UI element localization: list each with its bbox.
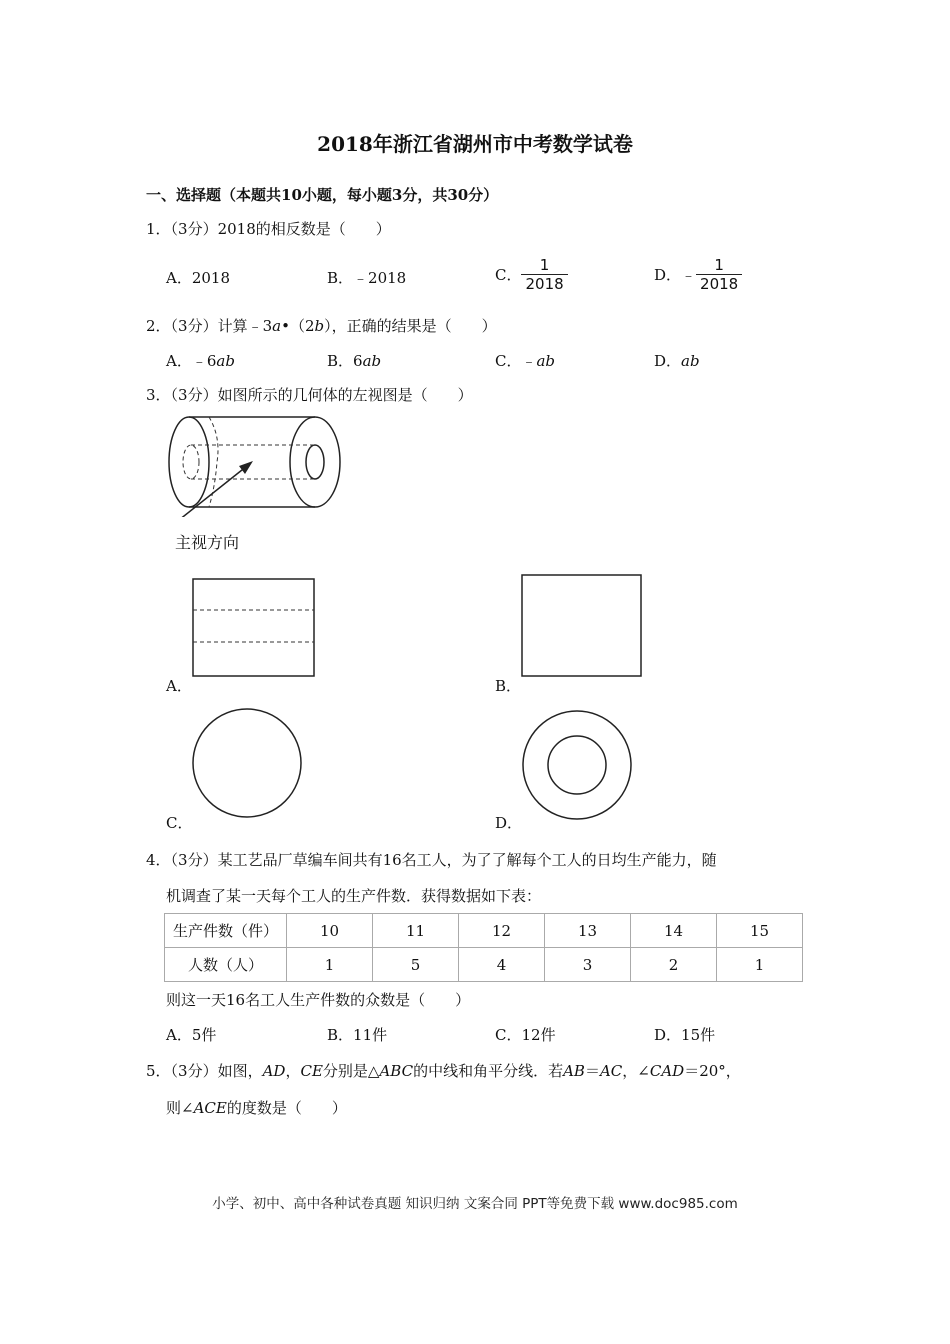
fraction-numerator: 1 xyxy=(714,256,724,274)
q3-option-b: B． xyxy=(495,677,522,695)
stem-text: ，∠ xyxy=(622,1062,650,1080)
q2-option-b xyxy=(327,350,381,371)
q4-data-table xyxy=(164,913,803,982)
option-b-figure xyxy=(521,574,643,678)
q4-option-c: C．12件 xyxy=(495,1026,556,1044)
table-row-header: 人数（人） xyxy=(165,948,287,982)
q4-stem-line1: 4．（3分）某工艺品厂草编车间共有16名工人，为了了解每个工人的日均生产能力，随 xyxy=(146,851,717,869)
option-var: ab xyxy=(216,352,235,370)
view-arrow-head xyxy=(239,461,253,474)
q3-option-d: D． xyxy=(495,814,523,832)
table-cell: 15 xyxy=(717,914,803,948)
q5-stem-line2 xyxy=(166,1097,347,1118)
table-row xyxy=(165,948,803,982)
circle-outline xyxy=(193,709,301,817)
q3-stem: 3．（3分）如图所示的几何体的左视图是（ ） xyxy=(146,386,473,404)
stem-text: 的度数是（ ） xyxy=(226,1099,347,1117)
fraction-denominator: 2018 xyxy=(696,274,742,293)
stem-text: 5．（3分）如图， xyxy=(146,1062,263,1080)
q2-stem-text: 2．（3分）计算﹣3 xyxy=(146,317,273,335)
q2-stem-text: •（2 xyxy=(281,317,315,335)
q1-stem: 1．（3分）2018的相反数是（ ） xyxy=(146,220,391,238)
table-cell: 2 xyxy=(631,948,717,982)
hidden-hole xyxy=(183,445,199,479)
q1-option-d-sign: ﹣ xyxy=(681,266,697,284)
table-cell: 5 xyxy=(373,948,459,982)
stem-var: AC xyxy=(599,1062,623,1080)
q4-option-a: A．5件 xyxy=(166,1026,217,1044)
stem-text: ＝20°， xyxy=(684,1062,741,1080)
table-cell: 1 xyxy=(287,948,373,982)
table-cell: 12 xyxy=(459,914,545,948)
fraction-numerator: 1 xyxy=(539,256,550,274)
option-c-figure xyxy=(191,707,303,819)
cylinder-figure xyxy=(165,412,345,517)
q2-option-d xyxy=(654,350,700,371)
stem-var: AB xyxy=(563,1062,585,1080)
option-a-figure xyxy=(192,578,316,678)
q2-var-a: a xyxy=(272,317,282,335)
stem-text: 则∠ xyxy=(166,1099,194,1117)
q2-option-c xyxy=(495,350,555,371)
q1-option-c xyxy=(495,256,568,293)
section-heading: 一、选择题（本题共10小题，每小题3分，共30分） xyxy=(146,186,499,204)
cylinder-hole xyxy=(306,445,324,479)
stem-text: 分别是△ xyxy=(322,1062,380,1080)
page-title: 2018年浙江省湖州市中考数学试卷 xyxy=(317,132,633,156)
option-text: A．﹣6 xyxy=(166,352,217,370)
q5-stem-line1 xyxy=(146,1060,741,1081)
q4-option-d: D．15件 xyxy=(654,1026,716,1044)
outer-circle xyxy=(523,711,631,819)
stem-text: 的中线和角平分线．若 xyxy=(413,1062,564,1080)
stem-var: CAD xyxy=(649,1062,685,1080)
table-row-header: 生产件数（件） xyxy=(165,914,287,948)
inner-circle xyxy=(548,736,606,794)
q1-option-b: B．﹣2018 xyxy=(327,269,407,287)
square-outline xyxy=(193,579,314,676)
option-text: C．﹣ xyxy=(495,352,537,370)
table-cell: 14 xyxy=(631,914,717,948)
q4-question: 则这一天16名工人生产件数的众数是（ ） xyxy=(166,991,471,1009)
q2-stem-text: ），正确的结果是（ ） xyxy=(324,317,497,335)
q4-option-b: B．11件 xyxy=(327,1026,388,1044)
page-footer: 小学、初中、高中各种试卷真题 知识归纳 文案合同 PPT等免费下载 www.doc985.com xyxy=(212,1196,738,1212)
q3-option-c: C． xyxy=(166,814,193,832)
stem-var: CE xyxy=(300,1062,323,1080)
q1-option-d-fraction xyxy=(696,256,742,293)
q1-option-d-label: D． xyxy=(654,266,682,284)
stem-text: ， xyxy=(285,1062,301,1080)
table-cell: 10 xyxy=(287,914,373,948)
table-row xyxy=(165,914,803,948)
table-cell: 13 xyxy=(545,914,631,948)
table-cell: 1 xyxy=(717,948,803,982)
q1-option-a: A．2018 xyxy=(166,269,231,287)
table-cell: 3 xyxy=(545,948,631,982)
cylinder-right-face xyxy=(290,417,340,507)
view-arrow-line xyxy=(179,466,247,517)
q2-stem xyxy=(146,315,497,336)
q1-option-c-label: C． xyxy=(495,266,522,284)
option-d-figure xyxy=(521,709,633,821)
figure-label: 主视方向 xyxy=(175,533,240,552)
option-var: ab xyxy=(362,352,382,370)
table-cell: 4 xyxy=(459,948,545,982)
stem-var: ACE xyxy=(193,1099,227,1117)
q2-var-b: b xyxy=(314,317,325,335)
q1-option-d xyxy=(654,256,742,293)
q4-stem-line2: 机调查了某一天每个工人的生产件数．获得数据如下表： xyxy=(166,887,542,905)
stem-var: AD xyxy=(262,1062,286,1080)
option-text: D． xyxy=(654,352,682,370)
fraction-denominator: 2018 xyxy=(521,274,567,293)
option-var: ab xyxy=(536,352,556,370)
q2-option-a xyxy=(166,350,235,371)
square-outline xyxy=(522,575,641,676)
stem-text: ＝ xyxy=(584,1062,600,1080)
cylinder-left-face xyxy=(169,417,209,507)
stem-var: ABC xyxy=(379,1062,414,1080)
q1-option-c-fraction xyxy=(521,256,567,293)
option-text: B．6 xyxy=(327,352,363,370)
option-var: ab xyxy=(681,352,700,370)
q3-option-a: A． xyxy=(166,677,192,695)
table-cell: 11 xyxy=(373,914,459,948)
